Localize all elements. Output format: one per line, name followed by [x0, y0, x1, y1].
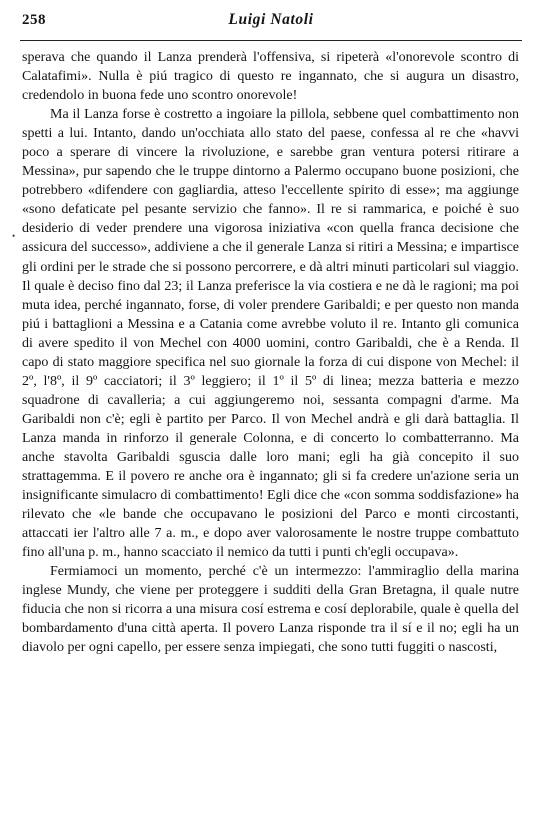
header-rule — [20, 40, 522, 41]
paragraph-lanza: Ma il Lanza forse è costretto a ingoiare la pillola, sebbene quel combattimento non spetti a lui. Intanto, dando un'occhiata allo stato del paese, confessa al re che «havvi poco a sperare di vincere la rivoluzione, e sarebbe gran ventura potersi ritirare a Messina», pur sapendo che le truppe dintorno a Palermo occupano buone posizioni, che potrebbero «difendere con gagliardia, atteso l'eccellente spirito di esse»; ma aggiunge «sono defaticate pel pesante servizio che fanno». Il re si rammarica, e poiché è suo desiderio di veder prendere una vigorosa iniziativa «con quella franca decisione che assicura del successo», addiviene a che il generale Lanza si ritiri a Messina; e impartisce gli ordini per le strade che si possono percorrere, e dà altri minuti particolari sul viaggio. Il quale è deciso fino dal 23; il Lanza preferisce la via costiera e ne dà le ragioni; ma poi muta idea, perché ingannato, forse, di voler prendere Garibaldi; e per questo non manda piú i battaglioni a Messina e a Catania come avrebbe voluto il re. Intanto gli comunica di avere spedito il von Mechel con 4000 uomini, contro Garibaldi, che è a Renda. Il capo di stato maggiore specifica nel suo giornale la forza di cui dispone von Mechel: il 2º, l'8º, il 9º cacciatori; il 3º leggiero; il 1º il 5º di linea; mezza batteria e mezzo squadrone di cavalleria; a cui aggiungeremo noi, sessanta compagni d'arme. Ma Garibaldi non c'è; egli è partito per Parco. Il von Mechel andrà e gli darà battaglia. Il Lanza manda in rinforzo il generale Colonna, e di concerto lo combatterranno. Ma anche stavolta Garibaldi sguscia dalle loro mani; egli ha già concepito il suo strattagemma. E il povero re anche ora è ingannato; gli si fa credere un'azione seria un insignificante simulacro di combattimento! Egli dice che «con somma soddisfazione» ha rilevato che «le bande che occupavano le posizioni del Parco e monti circostanti, attaccati ier l'altro alle 7 a. m., e dopo aver valorosamente le nostre truppe combattuto fino all'una p. m., hanno scacciato il nemico da tutti i punti ch'egli occupava». — [22, 107, 519, 561]
paragraph-mundy: Fermiamoci un momento, perché c'è un intermezzo: l'ammiraglio della marina inglese Mundy, che viene per proteggere i sudditi della Gran Bretagna, il quale nutre fiducia che non si ricorra a una misura cosí estrema e cosí deplorabile, quale è quella del bombardamento d'una città aperta. Il povero Lanza risponde tra il sí e il no; egli ha un diavolo per ogni capello, per essere senza impiegati, che sono tutti fuggiti o nascosti, — [22, 564, 519, 656]
page-number: 258 — [22, 12, 46, 28]
page-header — [22, 10, 520, 36]
margin-mark: • — [12, 231, 16, 241]
body-text — [22, 48, 519, 658]
paragraph-continued: sperava che quando il Lanza prenderà l'offensiva, si ripeterà «l'onorevole scontro di Calatafimi». Nulla è piú tragico di questo re ingannato, che si augura un disastro, credendolo in buona fede uno scontro onorevole! — [22, 50, 519, 104]
running-head: Luigi Natoli — [228, 11, 314, 28]
